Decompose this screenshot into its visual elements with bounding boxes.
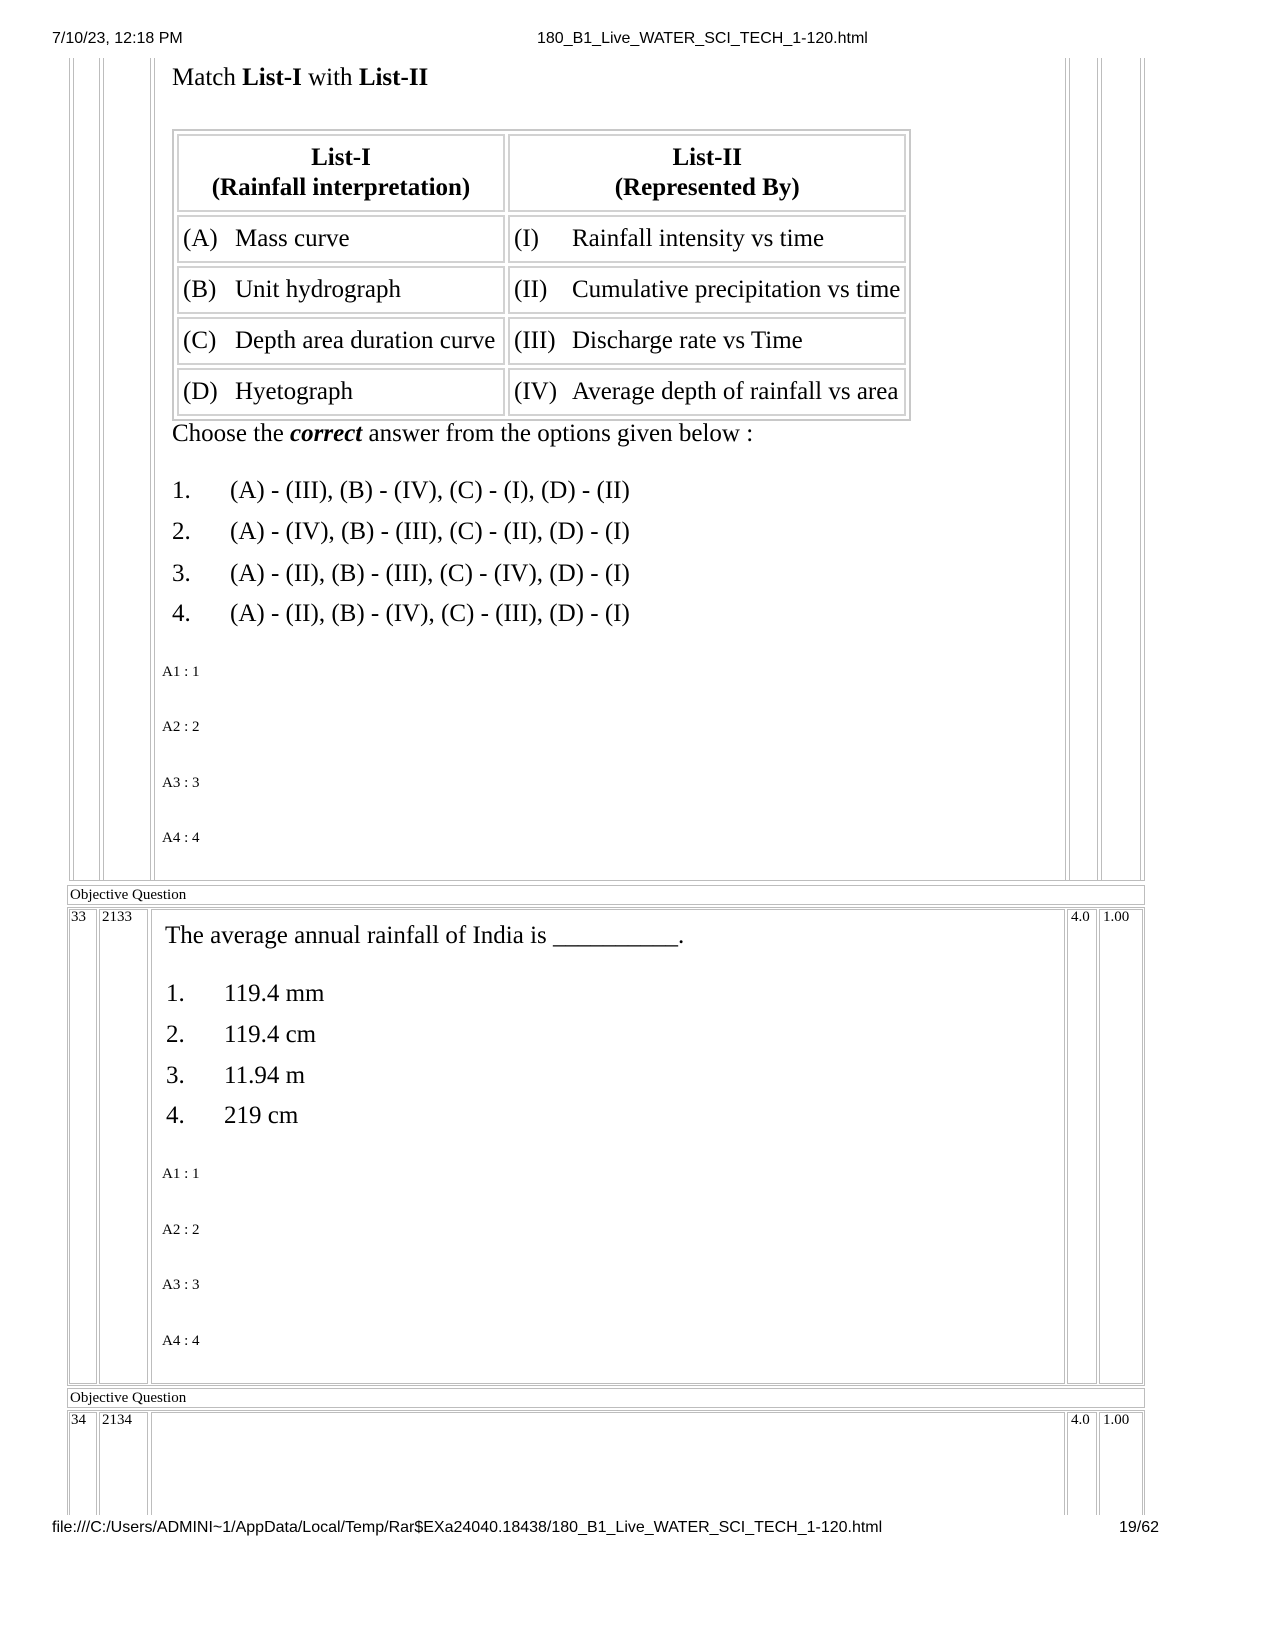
q33-answer-1: A1 : 1 <box>162 1166 200 1182</box>
q32-answer-3: A3 : 3 <box>162 775 200 791</box>
q32-answer-2: A2 : 2 <box>162 719 200 735</box>
q34-negative-marks: 1.00 <box>1103 1412 1130 1428</box>
list-i-header: List-I (Rainfall interpretation) <box>177 134 505 212</box>
q33-stem: The average annual rainfall of India is __________. <box>165 922 685 949</box>
q32-choose-instruction: Choose the correct answer from the options given below : <box>172 420 754 447</box>
table-row: (A) Mass curve (I) Rainfall intensity vs time <box>177 215 906 263</box>
print-file-path: file:///C:/Users/ADMINI~1/AppData/Local/Temp/Rar$EXa24040.18438/180_B1_Live_WATER_SCI_TECH_1-120.html <box>52 1519 883 1536</box>
q33-serial-number: 33 <box>71 909 86 925</box>
table-row: (B) Unit hydrograph (II) Cumulative precipitation vs time <box>177 266 906 314</box>
q33-marks: 4.0 <box>1071 909 1090 925</box>
q33-type-label: Objective Question <box>70 887 187 903</box>
q33-answer-3: A3 : 3 <box>162 1277 200 1293</box>
q34-type-row <box>67 1388 1145 1408</box>
q33-question-id: 2133 <box>102 909 132 925</box>
q33-answer-2: A2 : 2 <box>162 1222 200 1238</box>
q34-question-id: 2134 <box>102 1412 132 1428</box>
match-table <box>172 129 911 421</box>
print-timestamp: 7/10/23, 12:18 PM <box>52 30 183 47</box>
q32-answer-1: A1 : 1 <box>162 664 200 680</box>
q34-marks: 4.0 <box>1071 1412 1090 1428</box>
q33-negative-marks: 1.00 <box>1103 909 1130 925</box>
list-ii-header: List-II (Represented By) <box>508 134 906 212</box>
table-row: (C) Depth area duration curve (III) Discharge rate vs Time <box>177 317 906 365</box>
q33-answer-4: A4 : 4 <box>162 1333 200 1349</box>
q34-type-label: Objective Question <box>70 1390 187 1406</box>
print-page-number: 19/62 <box>1119 1519 1160 1536</box>
q32-answer-4: A4 : 4 <box>162 830 200 846</box>
q34-serial-number: 34 <box>71 1412 86 1428</box>
q32-stem: Match List-I with List-II <box>172 64 429 91</box>
q33-type-row <box>67 885 1145 905</box>
print-title: 180_B1_Live_WATER_SCI_TECH_1-120.html <box>537 30 868 47</box>
table-row: (D) Hyetograph (IV) Average depth of rainfall vs area <box>177 368 906 416</box>
